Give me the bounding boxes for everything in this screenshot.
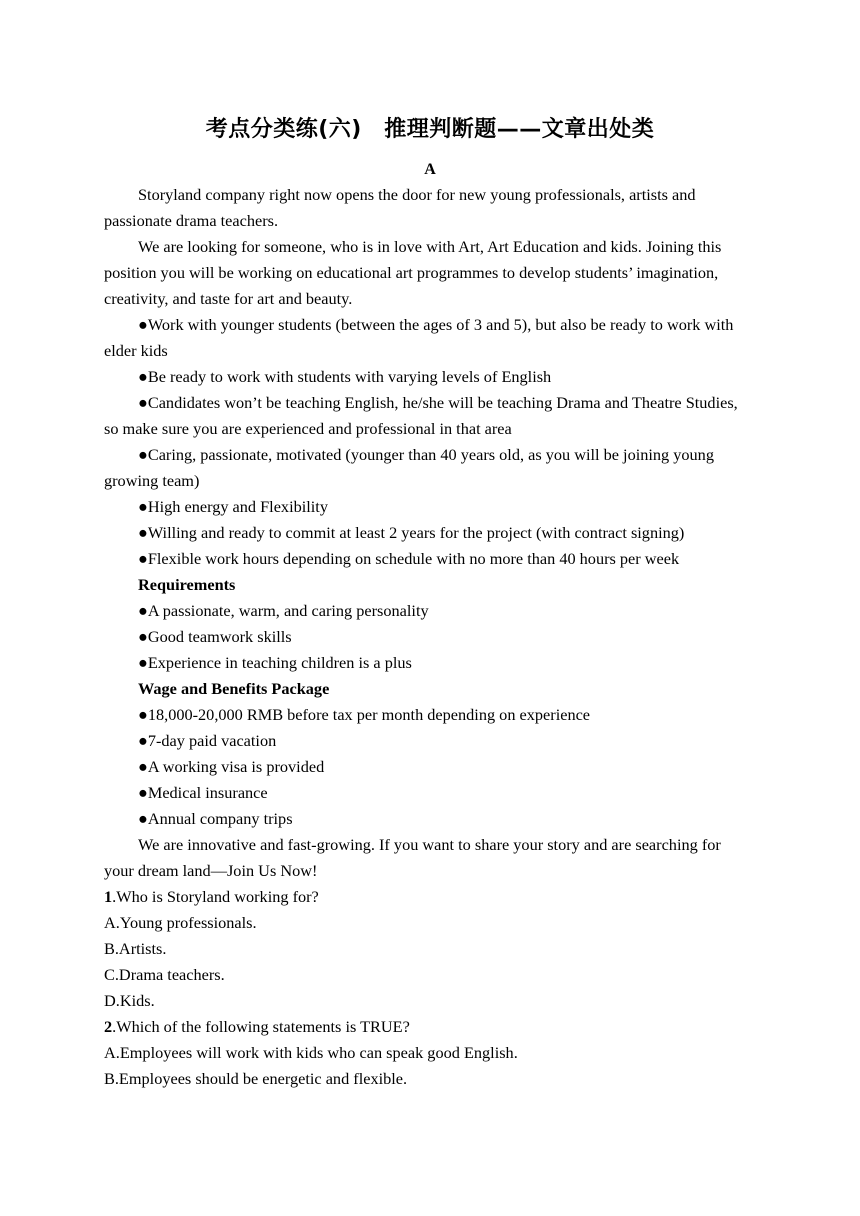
duty-item: ● Flexible work hours depending on schedule with no more than 40 hours per week	[104, 546, 754, 572]
requirement-item: ● Good teamwork skills	[104, 624, 754, 650]
answer-option: D.Kids.	[104, 991, 155, 1010]
page-title: 考点分类练(六) 推理判断题——文章出处类	[205, 117, 655, 142]
answer-option: C.Drama teachers.	[104, 965, 225, 984]
section-label: A	[424, 161, 436, 178]
intro-paragraph: We are looking for someone, who is in love with Art, Art Education and kids. Joining this position you will be working on educational art programmes to develop students’ imagination, creativity, and taste for art and beauty.	[104, 237, 722, 308]
benefit-item: ● Annual company trips	[104, 806, 754, 832]
intro-paragraph: Storyland company right now opens the door for new young professionals, artists and passionate drama teachers.	[104, 185, 696, 230]
requirements-heading: Requirements	[138, 575, 236, 594]
duty-item: ● Work with younger students (between the ages of 3 and 5), but also be ready to work with elder kids	[104, 312, 754, 364]
duty-item: ● Candidates won’t be teaching English, he/she will be teaching Drama and Theatre Studies, so make sure you are experienced and professional in that area	[104, 390, 754, 442]
benefit-item: ● A working visa is provided	[104, 754, 754, 780]
answer-option: A.Employees will work with kids who can speak good English.	[104, 1043, 518, 1062]
duty-item: ● Caring, passionate, motivated (younger than 40 years old, as you will be joining young growing team)	[104, 442, 754, 494]
duty-item: ● Be ready to work with students with varying levels of English	[104, 364, 754, 390]
question-text: .Who is Storyland working for?	[112, 887, 319, 906]
closing-paragraph: We are innovative and fast-growing. If you want to share your story and are searching for your dream land—Join Us Now!	[104, 835, 721, 880]
benefit-item: ● 7-day paid vacation	[104, 728, 754, 754]
question-number: 1	[104, 887, 113, 906]
requirement-item: ● A passionate, warm, and caring personality	[104, 598, 754, 624]
answer-option: B.Employees should be energetic and flexible.	[104, 1069, 408, 1088]
duty-item: ● Willing and ready to commit at least 2 years for the project (with contract signing)	[104, 520, 754, 546]
question-stem	[104, 1014, 754, 1040]
question-number: 2	[104, 1017, 113, 1036]
benefit-item: ● 18,000-20,000 RMB before tax per month depending on experience	[104, 702, 754, 728]
benefit-item: ● Medical insurance	[104, 780, 754, 806]
question-stem	[104, 884, 754, 910]
duty-item: ● High energy and Flexibility	[104, 494, 754, 520]
question-text: .Which of the following statements is TRUE?	[112, 1017, 410, 1036]
answer-option: A.Young professionals.	[104, 913, 257, 932]
answer-option: B.Artists.	[104, 939, 167, 958]
requirement-item: ● Experience in teaching children is a plus	[104, 650, 754, 676]
benefits-heading: Wage and Benefits Package	[138, 679, 330, 698]
passage-body	[104, 182, 754, 1092]
